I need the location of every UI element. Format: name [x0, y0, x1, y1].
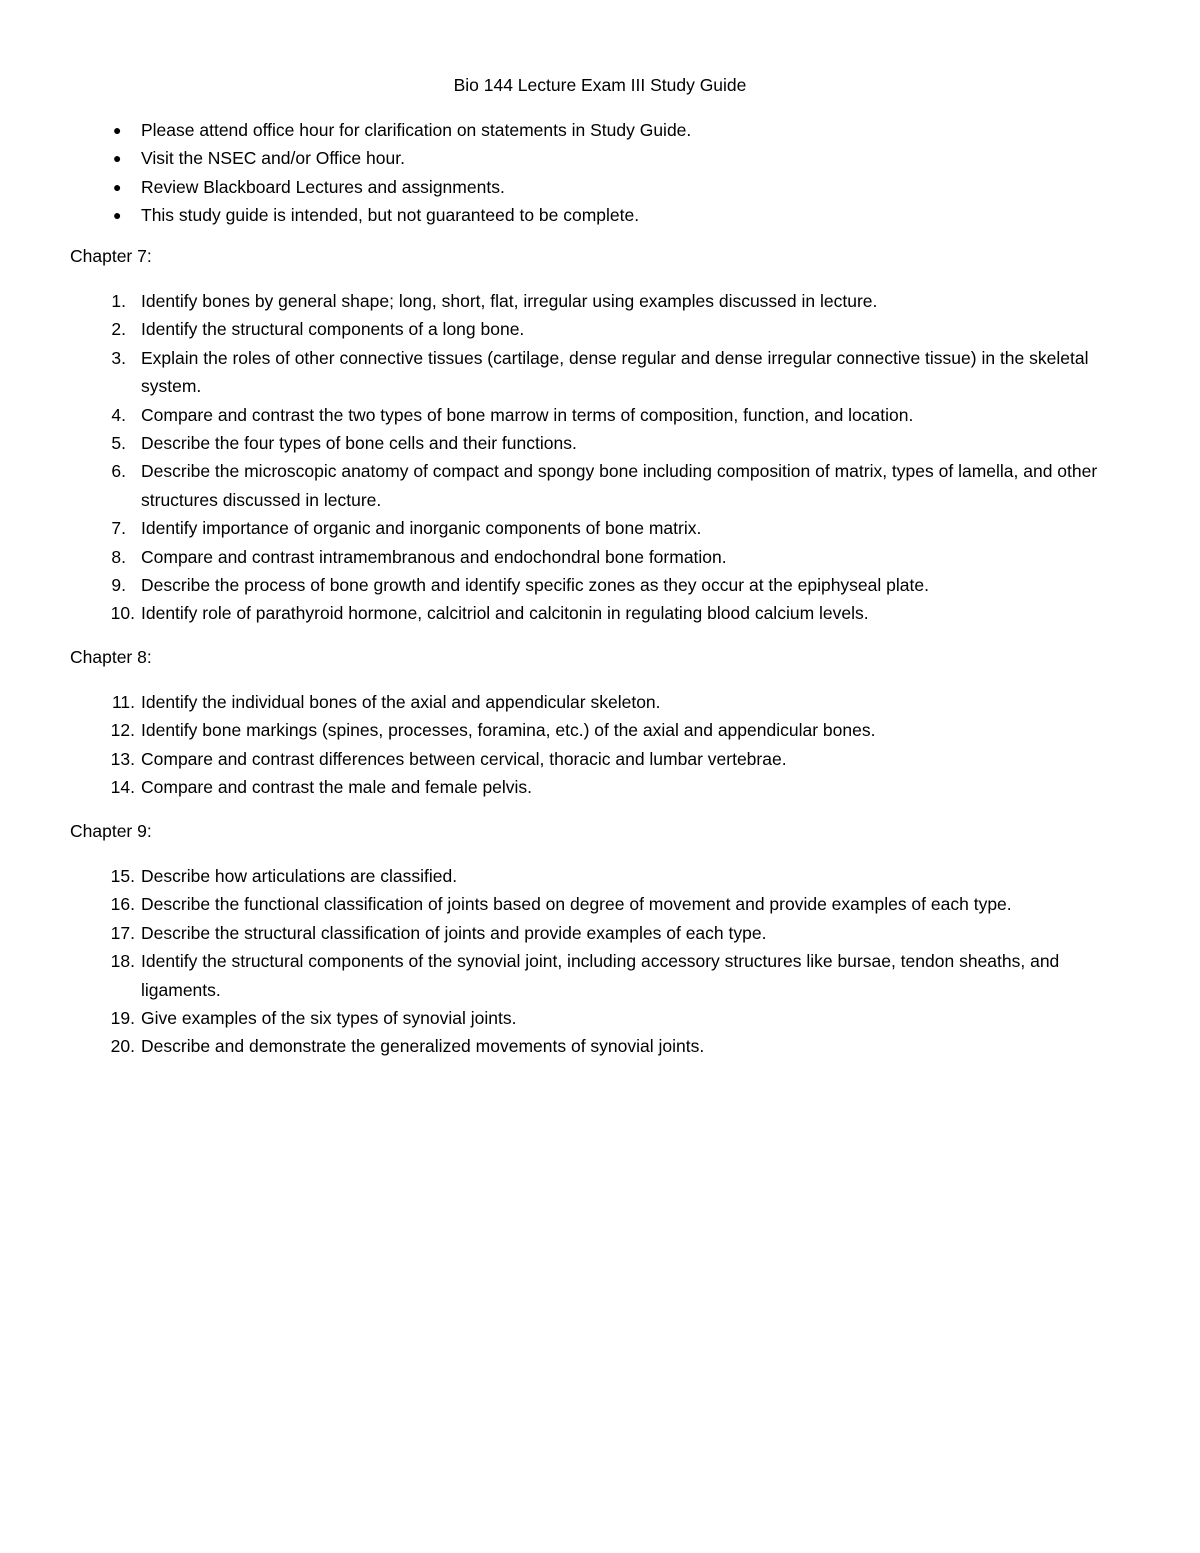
objective-item	[0, 947, 1200, 1004]
objective-item	[0, 688, 1200, 716]
bullet-item	[0, 173, 1200, 201]
objective-number: 14.	[110, 777, 135, 798]
bullet-icon: ●	[113, 150, 122, 167]
objective-number: 18.	[110, 951, 135, 972]
objective-text: Compare and contrast intramembranous and endochondral bone formation.	[141, 546, 727, 567]
bullet-text: Please attend office hour for clarification on statements in Study Guide.	[141, 120, 692, 140]
objective-number: 2.	[111, 319, 126, 340]
objective-text: Identify bone markings (spines, processes, foramina, etc.) of the axial and appendicular bones.	[141, 720, 876, 741]
objective-item	[0, 919, 1200, 947]
chapter-9-heading: Chapter 9:	[70, 821, 152, 841]
objective-item	[0, 773, 1200, 801]
objective-text: Identify the individual bones of the axial and appendicular skeleton.	[141, 692, 661, 712]
document-title: Bio 144 Lecture Exam III Study Guide	[453, 75, 747, 95]
objective-text: Compare and contrast the two types of bone marrow in terms of composition, function, and location.	[141, 404, 914, 425]
objective-item	[0, 315, 1200, 343]
bullet-text: Review Blackboard Lectures and assignments.	[141, 176, 505, 197]
chapter-8-heading: Chapter 8:	[70, 647, 152, 667]
objective-number: 19.	[110, 1008, 135, 1029]
objective-item	[0, 457, 1200, 514]
objective-text: Describe the microscopic anatomy of compact and spongy bone including composition of matrix, types of lamella, and other structures discussed in lecture.	[141, 461, 1098, 510]
objective-text: Compare and contrast the male and female pelvis.	[141, 777, 533, 798]
chapter-7-heading: Chapter 7:	[70, 246, 152, 266]
objective-item	[0, 543, 1200, 571]
objective-number: 11.	[111, 692, 135, 712]
objective-item	[0, 890, 1200, 918]
objective-text: Identify importance of organic and inorganic components of bone matrix.	[141, 518, 702, 539]
objective-text: Give examples of the six types of synovial joints.	[141, 1008, 517, 1029]
objective-number: 6.	[111, 461, 126, 482]
objective-text: Describe the structural classification of joints and provide examples of each type.	[141, 922, 767, 943]
objective-number: 12.	[110, 720, 135, 741]
objective-item	[0, 344, 1200, 401]
bullet-item	[0, 116, 1200, 144]
objective-text: Describe the four types of bone cells and their functions.	[141, 433, 577, 454]
objective-text: Describe and demonstrate the generalized movements of synovial joints.	[141, 1036, 705, 1057]
objective-number: 10.	[110, 603, 135, 624]
bullet-icon: ●	[113, 122, 122, 138]
objective-number: 15.	[110, 866, 135, 886]
objective-number: 17.	[110, 922, 135, 943]
objective-item	[0, 401, 1200, 429]
chapter-7-objective-list	[0, 287, 1200, 628]
objective-number: 8.	[111, 546, 126, 567]
objective-item	[0, 287, 1200, 315]
objective-item	[0, 862, 1200, 890]
objective-number: 9.	[111, 575, 126, 596]
objective-item	[0, 1032, 1200, 1060]
objective-number: 5.	[111, 433, 126, 454]
objective-number: 1.	[111, 291, 126, 311]
instruction-bullet-list	[0, 116, 1200, 230]
objective-item	[0, 599, 1200, 627]
chapter-8-objective-list	[0, 688, 1200, 802]
objective-item	[0, 1004, 1200, 1032]
objective-text: Identify the structural components of a long bone.	[141, 319, 525, 340]
objective-text: Describe the process of bone growth and identify specific zones as they occur at the epiphyseal plate.	[141, 575, 929, 596]
objective-number: 4.	[111, 404, 126, 425]
bullet-icon: ●	[113, 178, 122, 195]
objective-number: 13.	[110, 748, 135, 769]
chapter-9-objective-list	[0, 862, 1200, 1061]
bullet-icon: ●	[113, 207, 122, 224]
objective-item	[0, 429, 1200, 457]
objective-text: Identify bones by general shape; long, short, flat, irregular using examples discussed in lecture.	[141, 291, 878, 311]
objective-number: 16.	[110, 894, 135, 915]
objective-text: Describe how articulations are classified.	[141, 866, 458, 886]
objective-item	[0, 716, 1200, 744]
bullet-text: This study guide is intended, but not guaranteed to be complete.	[141, 205, 640, 226]
objective-text: Identify the structural components of the synovial joint, including accessory structures like bursae, tendon sheaths, and ligaments.	[141, 951, 1060, 1000]
bullet-item	[0, 201, 1200, 229]
bullet-text: Visit the NSEC and/or Office hour.	[141, 148, 405, 169]
bullet-item	[0, 144, 1200, 172]
objective-text: Explain the roles of other connective tissues (cartilage, dense regular and dense irregular connective tissue) in the skeletal system.	[141, 347, 1089, 397]
objective-number: 3.	[111, 347, 126, 368]
objective-item	[0, 514, 1200, 542]
objective-text: Identify role of parathyroid hormone, calcitriol and calcitonin in regulating blood calcium levels.	[141, 603, 869, 624]
objective-item	[0, 571, 1200, 599]
objective-number: 20.	[110, 1036, 135, 1057]
objective-text: Compare and contrast differences between cervical, thoracic and lumbar vertebrae.	[141, 748, 787, 769]
objective-text: Describe the functional classification of joints based on degree of movement and provide examples of each type.	[141, 894, 1012, 915]
objective-number: 7.	[111, 518, 126, 539]
objective-item	[0, 745, 1200, 773]
